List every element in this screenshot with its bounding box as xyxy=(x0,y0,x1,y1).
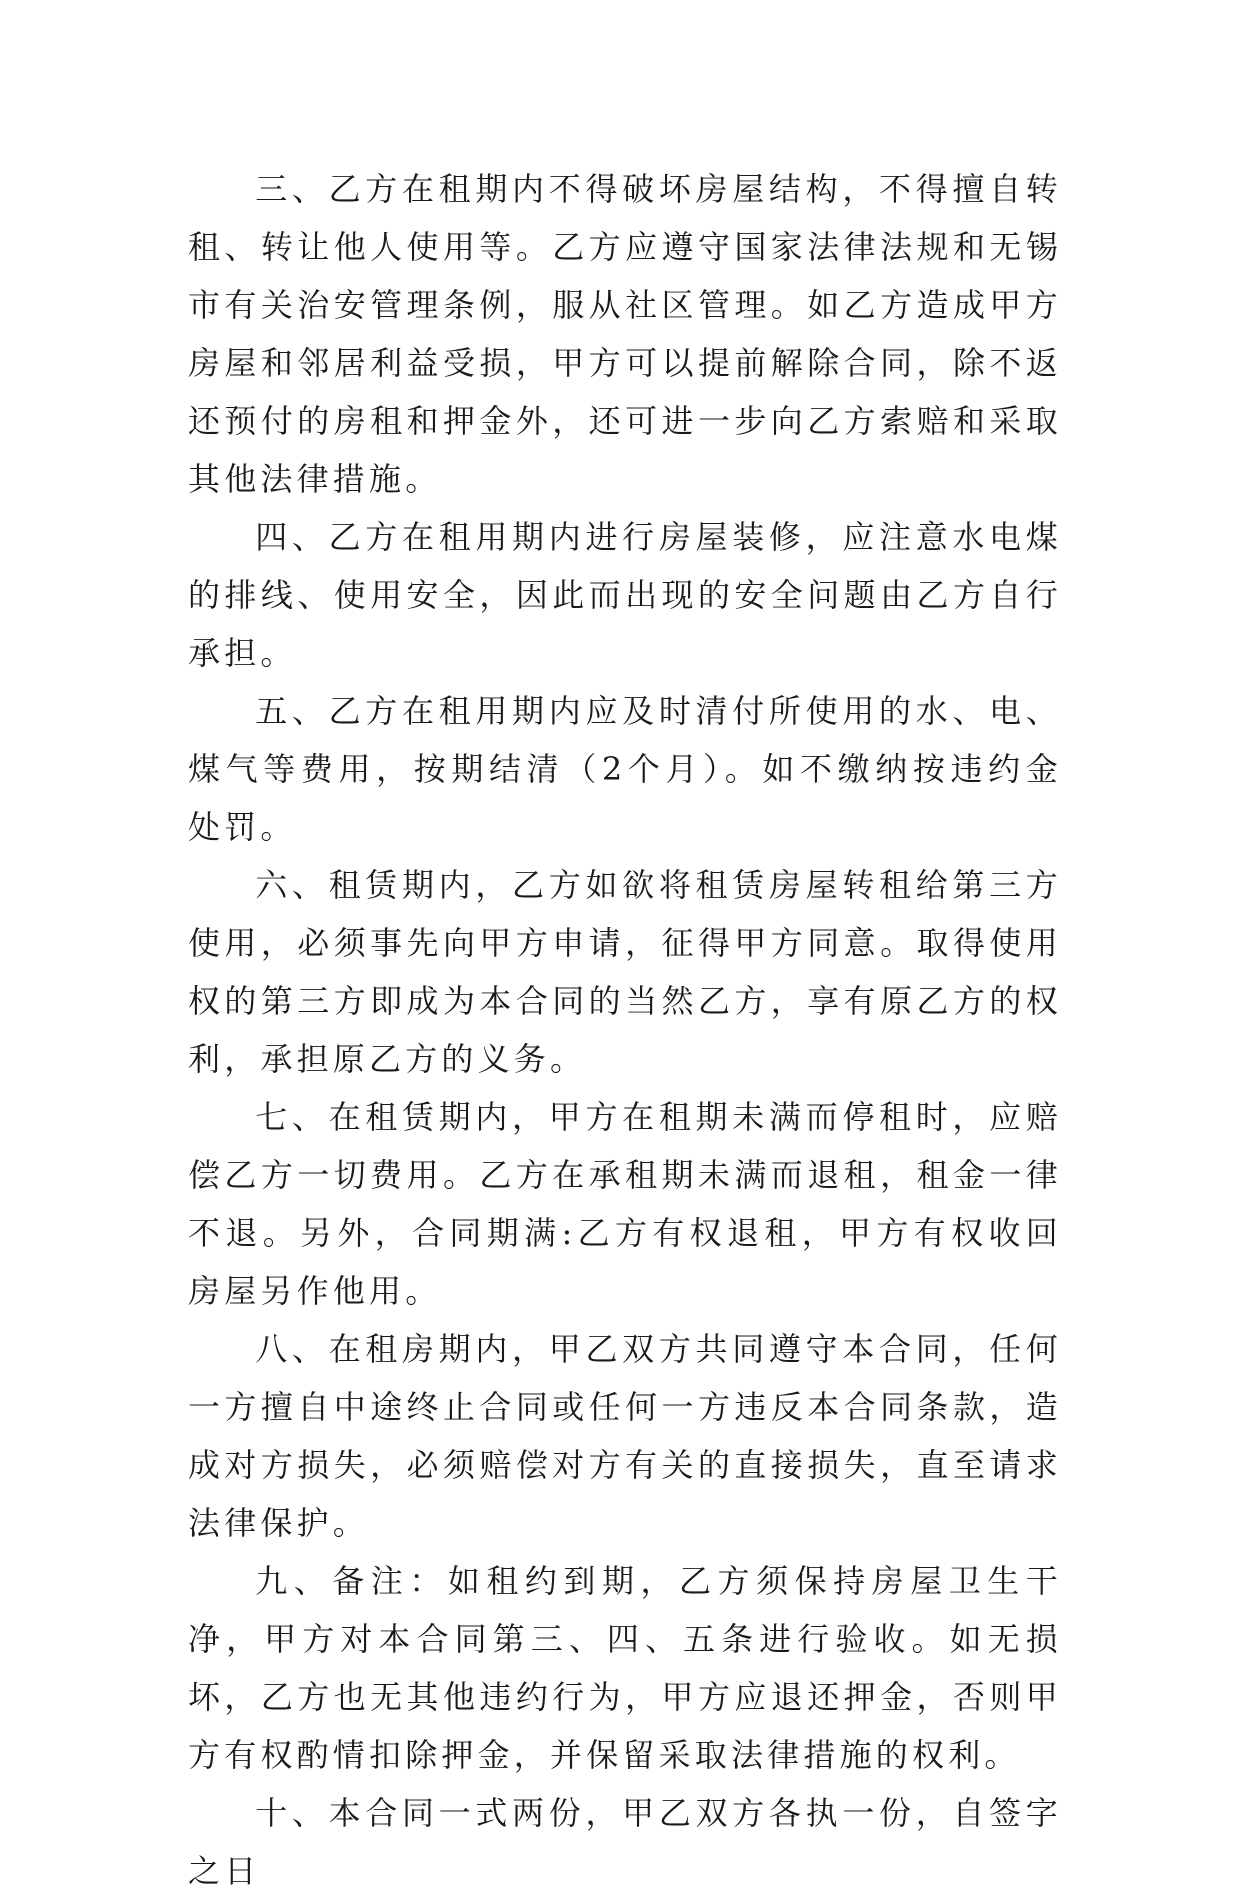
clause-8-paragraph: 八、在租房期内，甲乙双方共同遵守本合同，任何一方擅自中途终止合同或任何一方违反本合同条款，造成对方损失，必须赔偿对方有关的直接损失，直至请求法律保护。 xyxy=(188,1330,1062,1542)
clause-4-paragraph: 四、乙方在租用期内进行房屋装修，应注意水电煤的排线、使用安全，因此而出现的安全问题由乙方自行承担。 xyxy=(188,518,1062,672)
clause-9-paragraph: 九、备注：如租约到期，乙方须保持房屋卫生干净，甲方对本合同第三、四、五条进行验收。如无损坏，乙方也无其他违约行为，甲方应退还押金，否则甲方有权酌情扣除押金，并保留采取法律措施的权利。 xyxy=(188,1562,1062,1774)
clause-10-paragraph: 十、本合同一式两份，甲乙双方各执一份，自签字之日 xyxy=(188,1794,1062,1890)
clause-6-paragraph: 六、租赁期内，乙方如欲将租赁房屋转租给第三方使用，必须事先向甲方申请，征得甲方同意。取得使用权的第三方即成为本合同的当然乙方，享有原乙方的权利，承担原乙方的义务。 xyxy=(188,866,1062,1078)
clause-7-paragraph: 七、在租赁期内，甲方在租期未满而停租时，应赔偿乙方一切费用。乙方在承租期未满而退租，租金一律不退。另外，合同期满:乙方有权退租，甲方有权收回房屋另作他用。 xyxy=(188,1098,1062,1310)
clause-5-paragraph: 五、乙方在租用期内应及时清付所使用的水、电、煤气等费用，按期结清（2个月）。如不缴纳按违约金处罚。 xyxy=(188,692,1062,846)
clause-3-paragraph: 三、乙方在租期内不得破坏房屋结构，不得擅自转租、转让他人使用等。乙方应遵守国家法律法规和无锡市有关治安管理条例，服从社区管理。如乙方造成甲方房屋和邻居利益受损，甲方可以提前解除合同，除不返还预付的房租和押金外，还可进一步向乙方索赔和采取其他法律措施。 xyxy=(188,170,1062,498)
contract-body xyxy=(188,160,1062,1900)
